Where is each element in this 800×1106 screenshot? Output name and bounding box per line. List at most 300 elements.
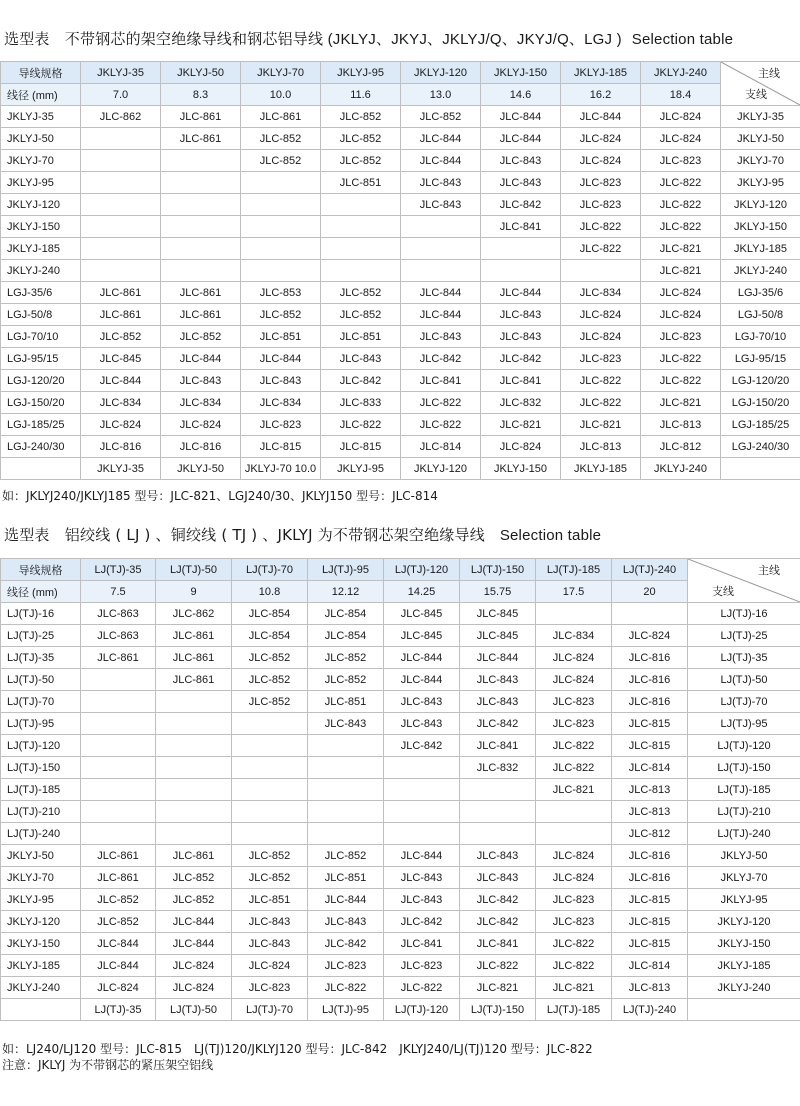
model-cell [81,150,161,172]
row-label-right: LJ(TJ)-240 [688,823,800,845]
model-cell: JLC-815 [612,889,688,911]
model-cell: JLC-832 [460,757,536,779]
diameter-row [1,581,800,603]
model-cell: JLC-854 [232,603,308,625]
footer-cell: LJ(TJ)-50 [156,999,232,1021]
row-label-right: LGJ-95/15 [721,348,800,370]
model-cell: JLC-822 [561,392,641,414]
model-cell: JLC-844 [384,669,460,691]
model-cell: JLC-834 [536,625,612,647]
model-cell [161,172,241,194]
table-row [1,801,800,823]
model-cell [81,260,161,282]
model-cell: JLC-844 [481,128,561,150]
model-cell: JLC-823 [561,172,641,194]
row-label: JKLYJ-240 [1,977,81,999]
model-cell: JLC-823 [536,889,612,911]
model-cell: JLC-842 [460,889,536,911]
model-cell: JLC-842 [384,735,460,757]
table2-title [4,524,601,545]
row-label: LJ(TJ)-185 [1,779,81,801]
model-cell [156,735,232,757]
model-cell: JLC-841 [481,216,561,238]
table1-title-models: (JKLYJ、JKYJ、JKLYJ/Q、JKYJ/Q、LGJ ) [323,31,622,48]
diameter-cell: 7.0 [81,84,161,106]
model-cell: JLC-832 [481,392,561,414]
model-cell [241,238,321,260]
model-cell: JLC-816 [161,436,241,458]
model-cell: JLC-843 [401,194,481,216]
model-cell: JLC-851 [232,889,308,911]
row-label: LJ(TJ)-95 [1,713,81,735]
model-cell: JLC-821 [641,260,721,282]
model-cell: JLC-824 [156,977,232,999]
row-label: JKLYJ-150 [1,933,81,955]
column-header: LJ(TJ)-150 [460,559,536,581]
model-cell [536,603,612,625]
model-cell: JLC-861 [156,669,232,691]
row-label-right: JKLYJ-185 [688,955,800,977]
model-cell: JLC-844 [401,128,481,150]
model-cell: JLC-841 [460,735,536,757]
model-cell: JLC-816 [612,691,688,713]
model-cell: JLC-822 [536,757,612,779]
model-cell: JLC-843 [161,370,241,392]
model-cell: JLC-852 [241,304,321,326]
model-cell: JLC-843 [481,150,561,172]
row-label: JKLYJ-120 [1,911,81,933]
row-label-right: JKLYJ-70 [721,150,800,172]
model-cell: JLC-852 [81,889,156,911]
model-cell: JLC-813 [612,977,688,999]
column-header: JKLYJ-70 [241,62,321,84]
model-cell: JLC-841 [401,370,481,392]
table-row [1,911,800,933]
model-cell: JLC-816 [612,867,688,889]
footer-cell: JKLYJ-70 10.0 [241,458,321,480]
model-cell [460,823,536,845]
table-row [1,436,800,458]
table-row [1,977,800,999]
model-cell [81,669,156,691]
model-cell [232,801,308,823]
table1-selection-table [0,61,800,480]
model-cell: JLC-824 [81,977,156,999]
table2-selection-table [0,558,800,1021]
row-label-right: LGJ-240/30 [721,436,800,458]
model-cell: JLC-834 [161,392,241,414]
table-row [1,845,800,867]
footer-row [1,999,800,1021]
model-cell: JLC-863 [81,625,156,647]
model-cell: JLC-824 [156,955,232,977]
diameter-cell: 14.25 [384,581,460,603]
model-cell: JLC-815 [612,933,688,955]
model-cell [241,172,321,194]
model-cell: JLC-822 [641,348,721,370]
model-cell: JLC-861 [81,845,156,867]
model-cell: JLC-821 [460,977,536,999]
table-row [1,691,800,713]
corner-main-line-label: 主线 [758,565,780,577]
model-cell [384,801,460,823]
model-cell: JLC-861 [161,282,241,304]
model-cell [308,735,384,757]
model-cell: JLC-823 [536,911,612,933]
model-cell: JLC-816 [612,845,688,867]
model-cell: JLC-823 [641,150,721,172]
model-cell: JLC-824 [561,128,641,150]
footer-cell: JKLYJ-150 [481,458,561,480]
model-cell: JLC-852 [241,128,321,150]
table-row [1,867,800,889]
row-label-right: JKLYJ-150 [721,216,800,238]
model-cell: JLC-822 [641,216,721,238]
diameter-cell: 13.0 [401,84,481,106]
table-row [1,779,800,801]
model-cell: JLC-843 [401,172,481,194]
model-cell: JLC-852 [241,150,321,172]
model-cell: JLC-844 [161,348,241,370]
model-cell [241,260,321,282]
model-cell [561,260,641,282]
model-cell [81,757,156,779]
header-label-cell: 导线规格 [1,62,81,84]
model-cell: JLC-822 [561,216,641,238]
column-header: JKLYJ-95 [321,62,401,84]
table-row [1,735,800,757]
table-row [1,216,800,238]
model-cell: JLC-843 [321,348,401,370]
model-cell: JLC-821 [536,977,612,999]
row-label-right: LJ(TJ)-120 [688,735,800,757]
model-cell: JLC-813 [561,436,641,458]
model-cell [401,238,481,260]
model-cell [81,172,161,194]
footer-empty-cell [1,999,81,1021]
model-cell: JLC-844 [401,150,481,172]
model-cell [536,823,612,845]
row-label-right: JKLYJ-120 [688,911,800,933]
model-cell: JLC-813 [612,779,688,801]
model-cell: JLC-816 [612,669,688,691]
row-label: LJ(TJ)-16 [1,603,81,625]
model-cell: JLC-824 [81,414,161,436]
model-cell: JLC-843 [384,713,460,735]
model-cell: JLC-854 [308,625,384,647]
model-cell: JLC-824 [536,867,612,889]
model-cell: JLC-822 [561,238,641,260]
model-cell: JLC-852 [401,106,481,128]
table-row [1,348,800,370]
model-cell: JLC-841 [384,933,460,955]
diameter-cell: 17.5 [536,581,612,603]
table-row [1,823,800,845]
model-cell: JLC-822 [536,955,612,977]
table1-title [4,28,733,49]
model-cell: JLC-852 [321,106,401,128]
model-cell: JLC-845 [460,603,536,625]
model-cell: JLC-821 [561,414,641,436]
model-cell: JLC-842 [308,933,384,955]
model-cell: JLC-823 [641,326,721,348]
model-cell [321,216,401,238]
row-label: JKLYJ-70 [1,867,81,889]
model-cell: JLC-844 [81,933,156,955]
column-header: LJ(TJ)-50 [156,559,232,581]
footer-cell: LJ(TJ)-240 [612,999,688,1021]
row-label: JKLYJ-240 [1,260,81,282]
model-cell: JLC-843 [384,867,460,889]
model-cell: JLC-845 [384,625,460,647]
model-cell: JLC-845 [81,348,161,370]
footer-empty-cell [688,999,800,1021]
model-cell: JLC-843 [481,304,561,326]
column-header: LJ(TJ)-120 [384,559,460,581]
model-cell: JLC-824 [536,845,612,867]
model-cell: JLC-824 [641,106,721,128]
footer-cell: LJ(TJ)-35 [81,999,156,1021]
model-cell: JLC-842 [481,194,561,216]
row-label-right: LJ(TJ)-210 [688,801,800,823]
model-cell [384,779,460,801]
table-row [1,933,800,955]
model-cell: JLC-815 [612,735,688,757]
model-cell: JLC-812 [612,823,688,845]
model-cell: JLC-824 [536,669,612,691]
footer-cell: LJ(TJ)-150 [460,999,536,1021]
model-cell: JLC-844 [308,889,384,911]
model-cell [156,691,232,713]
footer-cell: LJ(TJ)-120 [384,999,460,1021]
table-row [1,172,800,194]
diameter-cell: 20 [612,581,688,603]
column-header: LJ(TJ)-70 [232,559,308,581]
model-cell: JLC-861 [81,647,156,669]
model-cell: JLC-844 [156,911,232,933]
model-cell: JLC-816 [612,647,688,669]
table-row [1,713,800,735]
table-row [1,326,800,348]
model-cell: JLC-845 [460,625,536,647]
model-cell: JLC-852 [321,282,401,304]
model-cell: JLC-861 [161,106,241,128]
footer-cell: JKLYJ-95 [321,458,401,480]
model-cell: JLC-861 [161,304,241,326]
model-cell: JLC-823 [561,194,641,216]
table2-title-en: Selection table [499,527,602,544]
table-row [1,669,800,691]
model-cell: JLC-822 [321,414,401,436]
row-label-right: LJ(TJ)-95 [688,713,800,735]
model-cell: JLC-833 [321,392,401,414]
footer-empty-cell [1,458,81,480]
model-cell [321,238,401,260]
model-cell: JLC-824 [536,647,612,669]
row-label-right: LGJ-120/20 [721,370,800,392]
footer-cell: JKLYJ-185 [561,458,641,480]
row-label-right: JKLYJ-35 [721,106,800,128]
model-cell: JLC-815 [612,713,688,735]
footer-cell: JKLYJ-120 [401,458,481,480]
model-cell: JLC-844 [384,845,460,867]
model-cell: JLC-842 [460,911,536,933]
model-cell: JLC-841 [481,370,561,392]
model-cell [460,801,536,823]
model-cell: JLC-852 [321,150,401,172]
row-label: LJ(TJ)-240 [1,823,81,845]
row-label-right: JKLYJ-120 [721,194,800,216]
model-cell: JLC-814 [612,955,688,977]
model-cell: JLC-815 [321,436,401,458]
table1-title-en: Selection table [631,31,734,48]
column-header: LJ(TJ)-95 [308,559,384,581]
model-cell: JLC-861 [156,845,232,867]
model-cell: JLC-824 [641,282,721,304]
model-cell: JLC-823 [232,977,308,999]
model-cell [81,735,156,757]
model-cell: JLC-822 [401,392,481,414]
row-label-right: LJ(TJ)-35 [688,647,800,669]
model-cell: JLC-851 [321,326,401,348]
model-cell [81,216,161,238]
diameter-row [1,84,800,106]
row-label-right: LJ(TJ)-16 [688,603,800,625]
model-cell: JLC-852 [308,845,384,867]
model-cell: JLC-844 [384,647,460,669]
model-cell [612,603,688,625]
model-cell: JLC-842 [481,348,561,370]
row-label: JKLYJ-185 [1,955,81,977]
model-cell: JLC-843 [460,691,536,713]
diameter-cell: 11.6 [321,84,401,106]
model-cell [161,216,241,238]
model-cell: JLC-844 [81,370,161,392]
row-label: JKLYJ-50 [1,845,81,867]
corner-main-line-label: 主线 [758,68,780,80]
table-row [1,370,800,392]
row-label-right: LJ(TJ)-70 [688,691,800,713]
model-cell: JLC-844 [561,106,641,128]
model-cell [81,713,156,735]
model-cell: JLC-822 [641,194,721,216]
column-header: LJ(TJ)-35 [81,559,156,581]
row-label: LJ(TJ)-150 [1,757,81,779]
footer-cell: LJ(TJ)-185 [536,999,612,1021]
row-label-right: LGJ-150/20 [721,392,800,414]
model-cell: JLC-852 [232,691,308,713]
model-cell: JLC-822 [561,370,641,392]
model-cell: JLC-842 [321,370,401,392]
model-cell [156,801,232,823]
model-cell [232,823,308,845]
row-label-right: JKLYJ-95 [688,889,800,911]
model-cell: JLC-852 [81,911,156,933]
table-row [1,282,800,304]
row-label: LJ(TJ)-50 [1,669,81,691]
row-label: LGJ-150/20 [1,392,81,414]
model-cell: JLC-824 [641,304,721,326]
diameter-cell: 7.5 [81,581,156,603]
model-cell: JLC-815 [612,911,688,933]
table-row [1,603,800,625]
model-cell: JLC-821 [641,238,721,260]
model-cell: JLC-824 [232,955,308,977]
table-row [1,106,800,128]
diameter-cell: 10.0 [241,84,321,106]
model-cell: JLC-844 [156,933,232,955]
model-cell: JLC-862 [156,603,232,625]
header-row [1,559,800,581]
model-cell [81,128,161,150]
model-cell: JLC-851 [321,172,401,194]
table-row [1,955,800,977]
model-cell: JLC-815 [241,436,321,458]
model-cell: JLC-814 [401,436,481,458]
model-cell: JLC-861 [156,625,232,647]
row-label-right: LJ(TJ)-50 [688,669,800,691]
model-cell [232,713,308,735]
row-label-right: LGJ-185/25 [721,414,800,436]
model-cell: JLC-834 [81,392,161,414]
row-label: JKLYJ-150 [1,216,81,238]
model-cell [232,735,308,757]
table-row [1,757,800,779]
model-cell: JLC-861 [81,867,156,889]
model-cell [156,713,232,735]
table-row [1,260,800,282]
row-label: LGJ-70/10 [1,326,81,348]
row-label: JKLYJ-95 [1,172,81,194]
model-cell [156,823,232,845]
column-header: LJ(TJ)-240 [612,559,688,581]
row-label-right: JKLYJ-50 [721,128,800,150]
model-cell [161,238,241,260]
model-cell [384,823,460,845]
model-cell [481,238,561,260]
model-cell: JLC-854 [232,625,308,647]
diameter-cell: 9 [156,581,232,603]
row-label-right: LJ(TJ)-150 [688,757,800,779]
model-cell: JLC-852 [308,647,384,669]
model-cell: JLC-824 [561,304,641,326]
model-cell: JLC-841 [460,933,536,955]
model-cell [460,779,536,801]
row-label: JKLYJ-70 [1,150,81,172]
row-label-right: LGJ-35/6 [721,282,800,304]
model-cell [156,779,232,801]
model-cell: JLC-824 [161,414,241,436]
model-cell: JLC-843 [481,326,561,348]
row-label-right: JKLYJ-150 [688,933,800,955]
diameter-cell: 12.12 [308,581,384,603]
row-label: JKLYJ-185 [1,238,81,260]
model-cell: JLC-821 [536,779,612,801]
model-cell: JLC-843 [460,669,536,691]
model-cell [81,801,156,823]
model-cell: JLC-822 [641,370,721,392]
model-cell: JLC-822 [536,933,612,955]
table-row [1,304,800,326]
corner-diagonal-line [688,559,800,602]
row-label-right: JKLYJ-240 [721,260,800,282]
model-cell: JLC-834 [241,392,321,414]
model-cell: JLC-852 [321,304,401,326]
model-cell: JLC-861 [161,128,241,150]
model-cell: JLC-852 [156,889,232,911]
model-cell [81,194,161,216]
row-label-right: LGJ-50/8 [721,304,800,326]
